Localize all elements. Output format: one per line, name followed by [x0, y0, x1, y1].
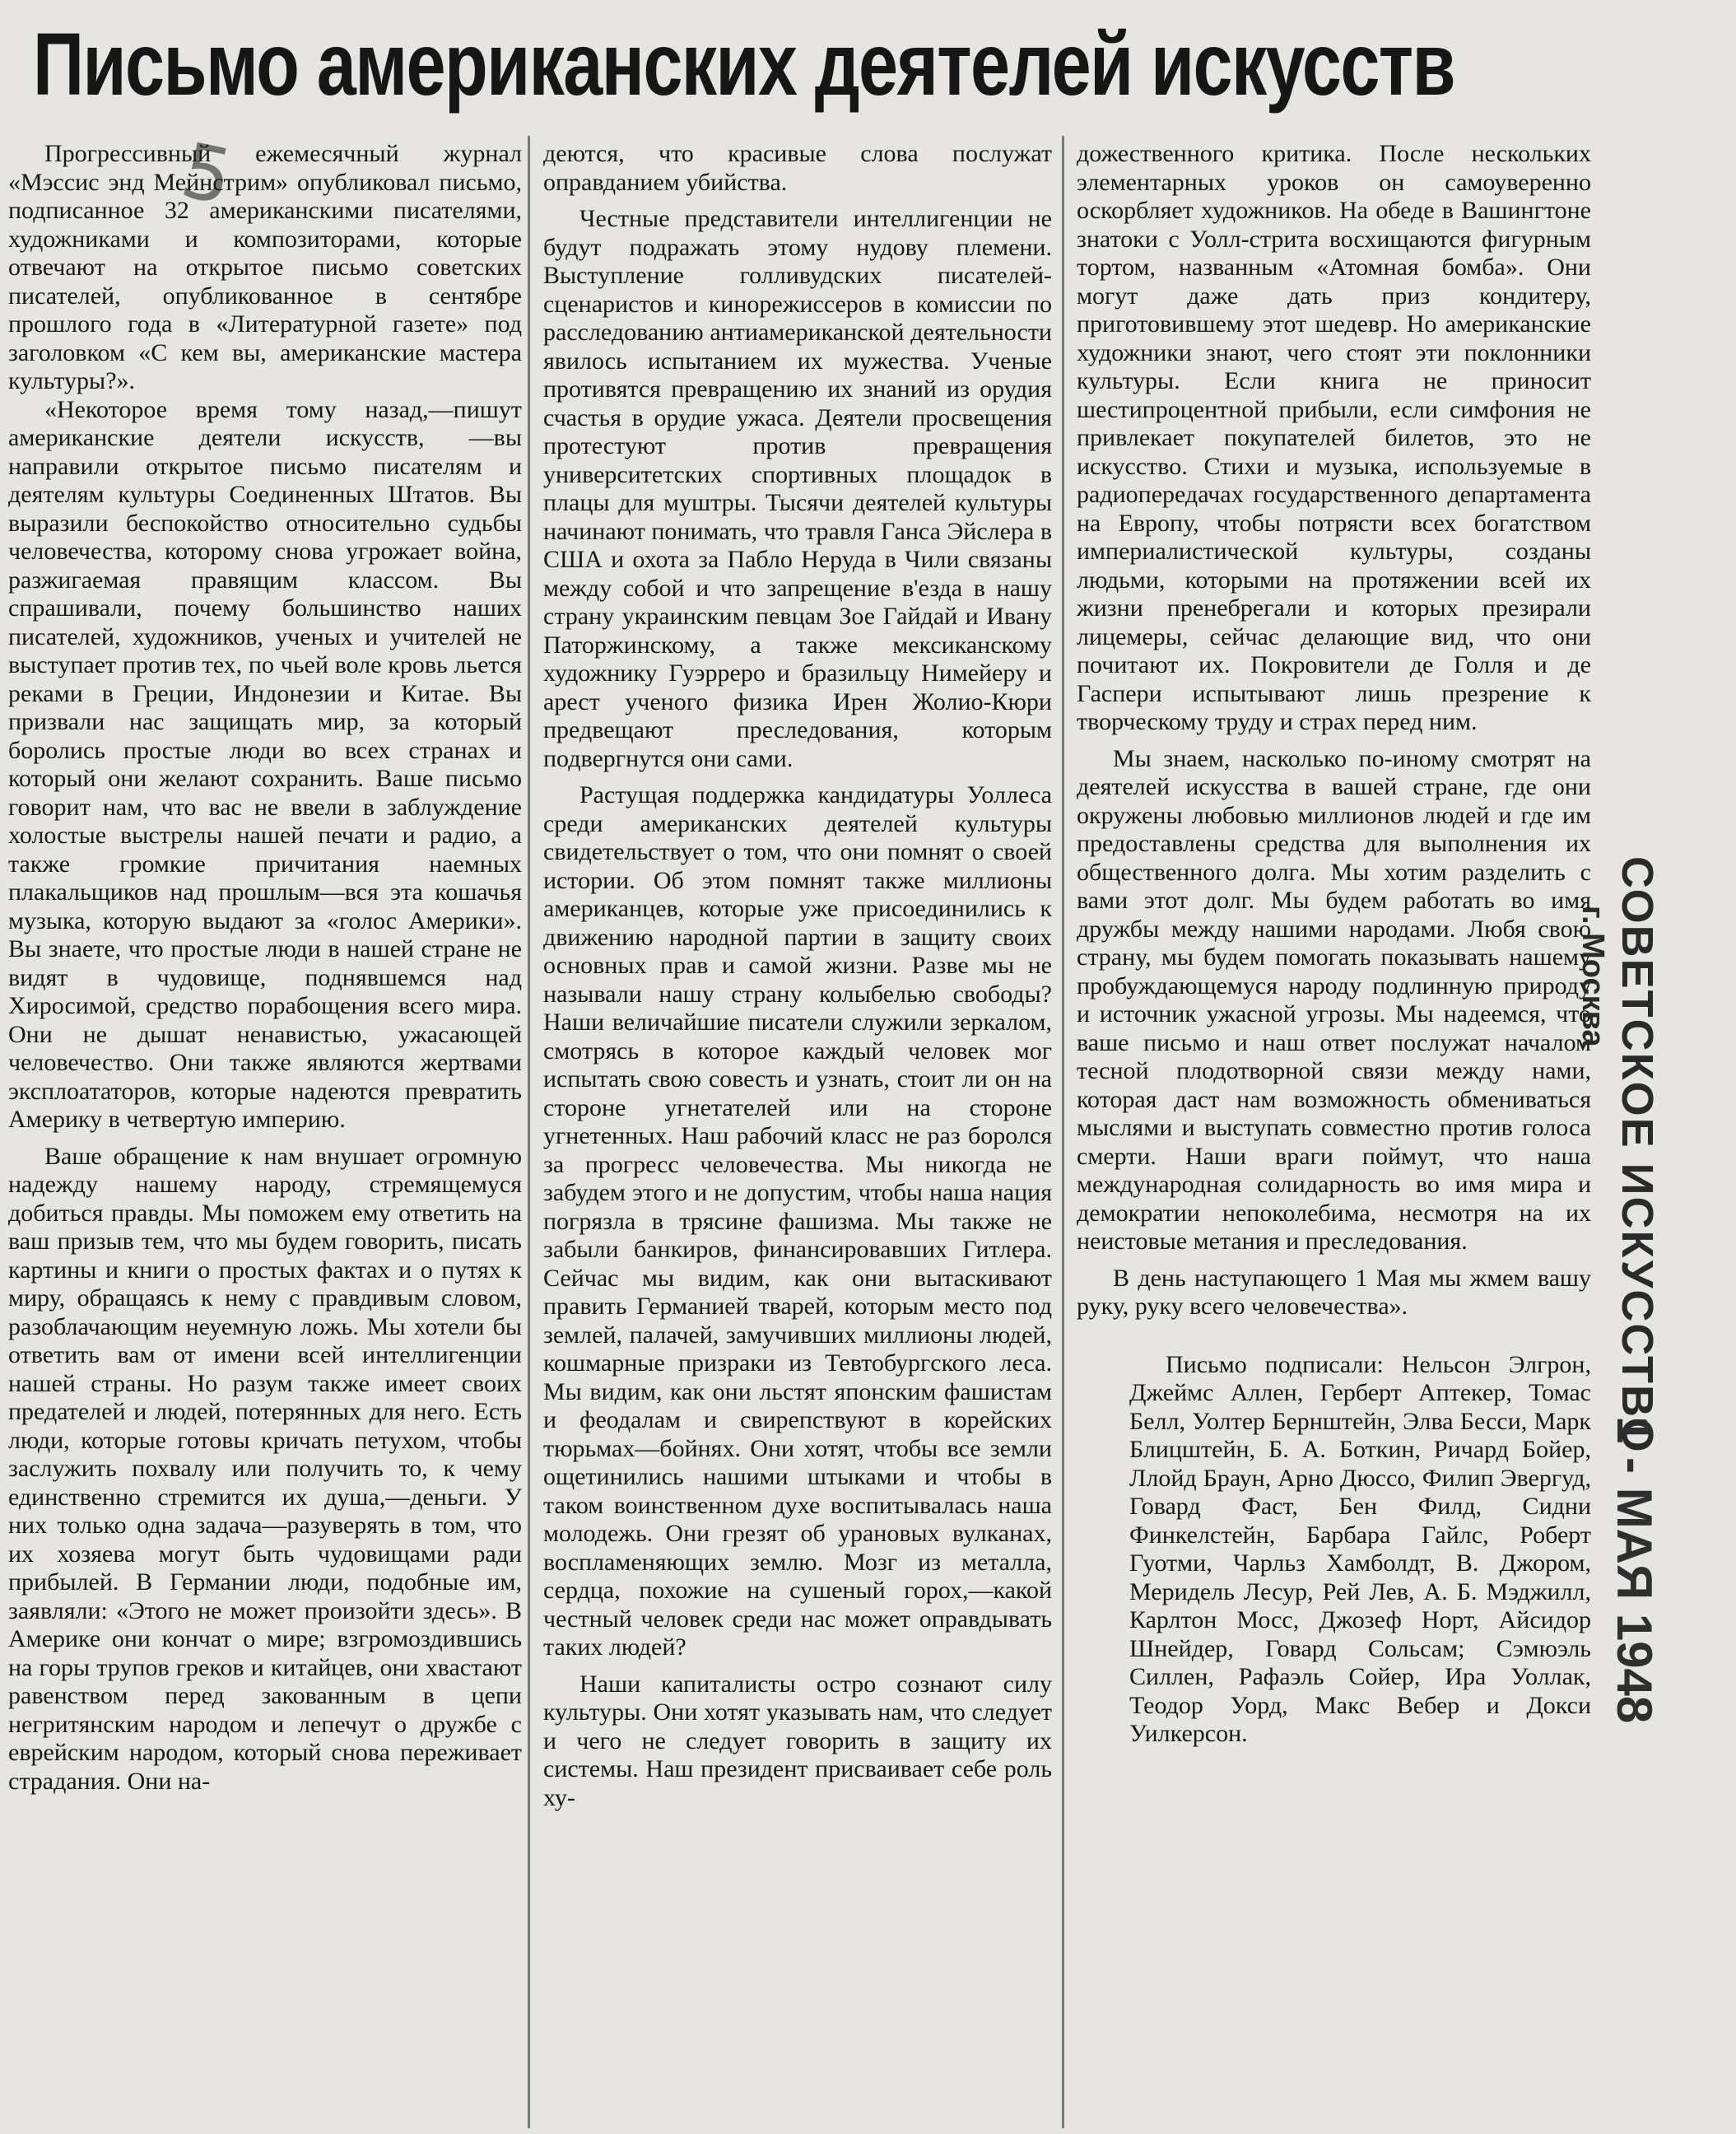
paragraph: дожественного критика. После нескольких элементарных уроков он самоуверенно оскорбляет художников. На обеде в Вашингтоне знатоки с Уолл-стрита восхищаются фигурным тортом, названным «Атомная бомба». Они могут даже дать приз кондитеру, приготовившему этот шедевр. Но американские художники знают, чего стоят эти поклонники культуры. Если книга не приносит шестипроцентной прибыли, если симфония не привлекает покупателей билетов, это не искусство. Стихи и музыка, используемые в радиопередачах государственного департамента на Европу, чтобы потрясти всех богатством империалистической культуры, созданы людьми, которыми на протяжении всей их жизни пренебрегали и которых презирали лицемеры, сейчас делающие вид, что они почитают их. Покровители де Голля и де Гаспери испытывают лишь презрение к творческому труду и страх перед ним.: [1077, 140, 1591, 735]
column-divider: [1062, 136, 1064, 2128]
paragraph: деются, что красивые слова послужат оправданием убийства.: [543, 140, 1052, 196]
source-stamp: [1575, 856, 1663, 1454]
article-column-1: [8, 140, 522, 2132]
paragraph: Ваше обращение к нам внушает огромную надежду нашему народу, стремящемуся добиться правды. Мы поможем ему ответить на ваш призыв тем, что мы будем говорить, писать картины и книги о простых фактах и о путях к миру, обращаясь к нему с правдивым словом, разоблачающим неуемную ложь. Мы хотели бы ответить вам от имени всей интеллигенции нашей страны. Но разум также имеет своих предателей и людей, потерянных для него. Есть люди, которые готовы кричать петухом, чтобы заслужить похвалу или получить то, к чему единственно стремится их душа,—деньги. У них только одна задача—разуверять в том, что их хозяева могут быть чудовищами ради прибылей. В Германии люди, подобные им, заявляли: «Этого не может произойти здесь». В Америке они кончат о мире; взгромоздившись на горы трупов греков и китайцев, они хвастают равенством перед закованным в цепи негритянским народом и лепечут о дружбе с еврейским народом, который снова переживает страдания. Они на-: [8, 1142, 522, 1795]
stamp-city: г. Москва: [1575, 906, 1610, 1047]
article-column-3: [1077, 140, 1591, 2132]
paragraph: Честные представители интеллигенции не будут подражать этому нудову племени. Выступление голливудских писателей-сценаристов и кинорежиссеров в комиссии по расследованию антиамериканской деятельности явилось испытанием их мужества. Ученые противятся превращению их знаний из орудия счастья в орудие ужаса. Деятели просвещения протестуют против превращения университетских спортивных площадок в плацы для муштры. Тысячи деятелей культуры начинают понимать, что травля Ганса Эйслера в США и охота за Пабло Неруда в Чили связаны между собой и что запрещение в'езда в нашу страну украинским певцам Зое Гайдай и Ивану Паторжинскому, а также мексиканскому художнику Гуэрреро и бразильцу Нимейеру и арест ученого физика Ирен Жолио-Кюри предвещают преследования, которым подвергнутся они сами.: [543, 205, 1052, 772]
paragraph: Мы знаем, насколько по-иному смотрят на деятелей искусства в вашей стране, где они окружены любовью миллионов людей и где им предоставлены средства для выполнения их общественного долга. Мы хотим разделить с вами этот долг. Мы будем работать во имя дружбы между нашими народами. Любя свою страну, мы будем помогать показывать нашему пробуждающемуся народу подлинную природу и источник ужасной угрозы. Мы надеемся, что ваше письмо и наш ответ послужат началом тесной плодотворной связи между нами, которая даст нам возможность обмениваться мыслями и выступать совместно против голоса смерти. Наши враги поймут, что наша международная солидарность во имя мира и демократии непоколебима, несмотря на их неистовые метания и преследования.: [1077, 744, 1591, 1255]
paragraph: Растущая поддержка кандидатуры Уоллеса среди американских деятелей культуры свидетельствует о том, что они помнят о своей истории. Об этом помнят также миллионы американцев, которые уже присоединились к движению народной партии в защиту своих основных прав и самой жизни. Разве мы не называли нашу страну колыбелью свободы? Наши величайшие писатели служили зеркалом, смотрясь в которое каждый человек мог испытать свою совесть и узнать, стоит ли он на стороне угнетателей или на стороне угнетенных. Наш рабочий класс не раз боролся за прогресс человечества. Мы никогда не забудем этого и не допустим, чтобы наша нация погрязла в трясине фашизма. Мы также не забыли банкиров, финансировавших Гитлера. Сейчас мы видим, как они вытаскивают править Германией тварей, которым место под землей, палачей, замучивших миллионы людей, кошмарные призраки из Тевтобургского леса. Мы видим, как они льстят японским фашистам и феодалам и свирепствуют в корейских тюрьмах—бойнях. Они хотят, чтобы все земли ощетинились нашими штыками и чтобы в таком воинственном духе воспитывалась наша молодежь. Они грезят об урановых вулканах, воспламеняющих землю. Мозг из металла, сердца, похожие на сушеный горох,—какой честный человек среди нас может оправдывать таких людей?: [543, 781, 1052, 1661]
stamp-newspaper-name: СОВЕТСКОЕ ИСКУССТВО: [1613, 856, 1662, 1454]
column-divider: [528, 136, 530, 2128]
stamp-date: 1 - МАЯ 1948: [1607, 1416, 1662, 1724]
signatories: Письмо подписали: Нельсон Элгрон, Джеймс Аллен, Герберт Аптекер, Томас Белл, Уолтер Бернштейн, Элва Бесси, Марк Блицштейн, Б. А. Боткин, Ричард Бойер, Ллойд Браун, Арно Дюссо, Филип Эвергуд, Говард Фаст, Бен Филд, Сидни Финкелстейн, Барбара Гайлс, Роберт Гуотми, Чарльз Хамболдт, В. Джором, Меридель Лесур, Рей Лев, А. Б. Мэджилл, Карлтон Мосс, Джозеф Норт, Айсидор Шнейдер, Говард Сольсам; Сэмюэль Силлен, Рафаэль Сойер, Ира Уоллак, Теодор Уорд, Макс Вебер и Докси Уилкерсон.: [1129, 1350, 1591, 1747]
article-column-2: [543, 140, 1052, 2132]
handwritten-mark: 5: [174, 126, 240, 222]
paragraph: «Некоторое время тому назад,—пишут американские деятели искусств, —вы направили открытое письмо писателям и деятелям культуры Соединенных Штатов. Вы выразили беспокойство относительно судьбы человечества, которому снова угрожает война, разжигаемая правящим классом. Вы спрашивали, почему большинство наших писателей, художников, ученых и учителей не выступает против тех, по чьей воле кровь льется реками в Греции, Индонезии и Китае. Вы призвали нас защищать мир, за который боролись простые люди во всех странах и который они желают сохранить. Ваше письмо говорит нам, что вас не ввели в заблуждение холостые выстрелы нашей печати и радио, а также громкие причитания наемных плакальщиков над прошлым—вся эта кошачья музыка, которую выдают за «голос Америки». Вы знаете, что простые люди в нашей стране не видят в чудовище, поднявшемся над Хиросимой, средство порабощения всего мира. Они не дышат ненавистью, ужасающей человечество. Они также являются жертвами эксплоататоров, которые надеются превратить Америку в четвертую империю.: [8, 395, 522, 1133]
article-title: Письмо американских деятелей искусств: [33, 14, 1455, 114]
paragraph: Наши капиталисты остро сознают силу культуры. Они хотят указывать нам, что следует и чего не следует говорить в защиту их системы. Наш президент присваивает себе роль ху-: [543, 1670, 1052, 1811]
paragraph: В день наступающего 1 Мая мы жмем вашу руку, руку всего человечества».: [1077, 1264, 1591, 1320]
paragraph: Прогрессивный ежемесячный журнал «Мэссис энд Мейнстрим» опубликовал письмо, подписанное 32 американскими писателями, художниками и композиторами, которые отвечают на открытое письмо советских писателей, опубликованное в сентябре прошлого года в «Литературной газете» под заголовком «С кем вы, американские мастера культуры?».: [8, 140, 522, 394]
